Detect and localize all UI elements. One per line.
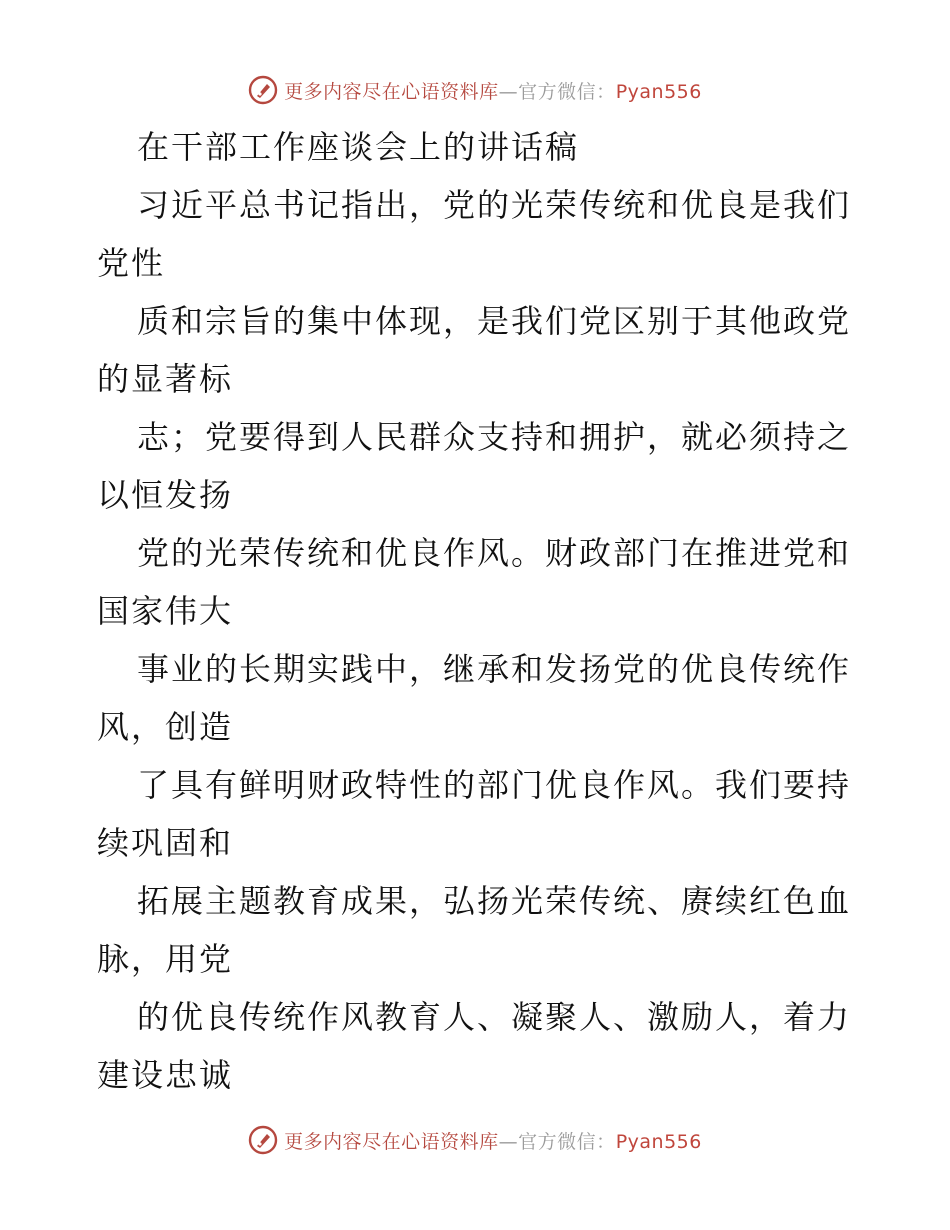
footer-watermark-banner bbox=[0, 1122, 950, 1158]
text-line: 续巩固和 bbox=[97, 824, 234, 862]
watermark-text: 更多内容尽在心语资料库—官方微信：Pyan556 bbox=[284, 80, 702, 103]
pen-nib-logo-icon bbox=[248, 1125, 278, 1155]
text-line: 了具有鲜明财政特性的部门优良作风。我们要持 bbox=[137, 766, 852, 804]
text-line: 拓展主题教育成果，弘扬光荣传统、赓续红色血 bbox=[137, 882, 852, 920]
text-line: 党性 bbox=[97, 244, 166, 282]
text-line: 志；党要得到人民群众支持和拥护，就必须持之 bbox=[137, 418, 852, 456]
text-line: 国家伟大 bbox=[97, 592, 234, 630]
text-line: 以恒发扬 bbox=[97, 476, 234, 514]
document-title: 在干部工作座谈会上的讲话稿 bbox=[137, 128, 580, 166]
text-line: 事业的长期实践中，继承和发扬党的优良传统作 bbox=[137, 650, 852, 688]
text-line: 习近平总书记指出，党的光荣传统和优良是我们 bbox=[137, 186, 852, 224]
text-line: 风，创造 bbox=[97, 708, 234, 746]
text-line: 的优良传统作风教育人、凝聚人、激励人，着力 bbox=[137, 998, 852, 1036]
text-line: 脉，用党 bbox=[97, 940, 234, 978]
text-line: 的显著标 bbox=[97, 360, 234, 398]
text-line: 党的光荣传统和优良作风。财政部门在推进党和 bbox=[137, 534, 852, 572]
pen-nib-logo-icon bbox=[248, 75, 278, 105]
document-body bbox=[97, 118, 857, 1104]
header-watermark-banner bbox=[0, 72, 950, 108]
text-line: 建设忠诚 bbox=[97, 1056, 234, 1094]
text-line: 质和宗旨的集中体现，是我们党区别于其他政党 bbox=[137, 302, 852, 340]
watermark-text: 更多内容尽在心语资料库—官方微信：Pyan556 bbox=[284, 1130, 702, 1153]
